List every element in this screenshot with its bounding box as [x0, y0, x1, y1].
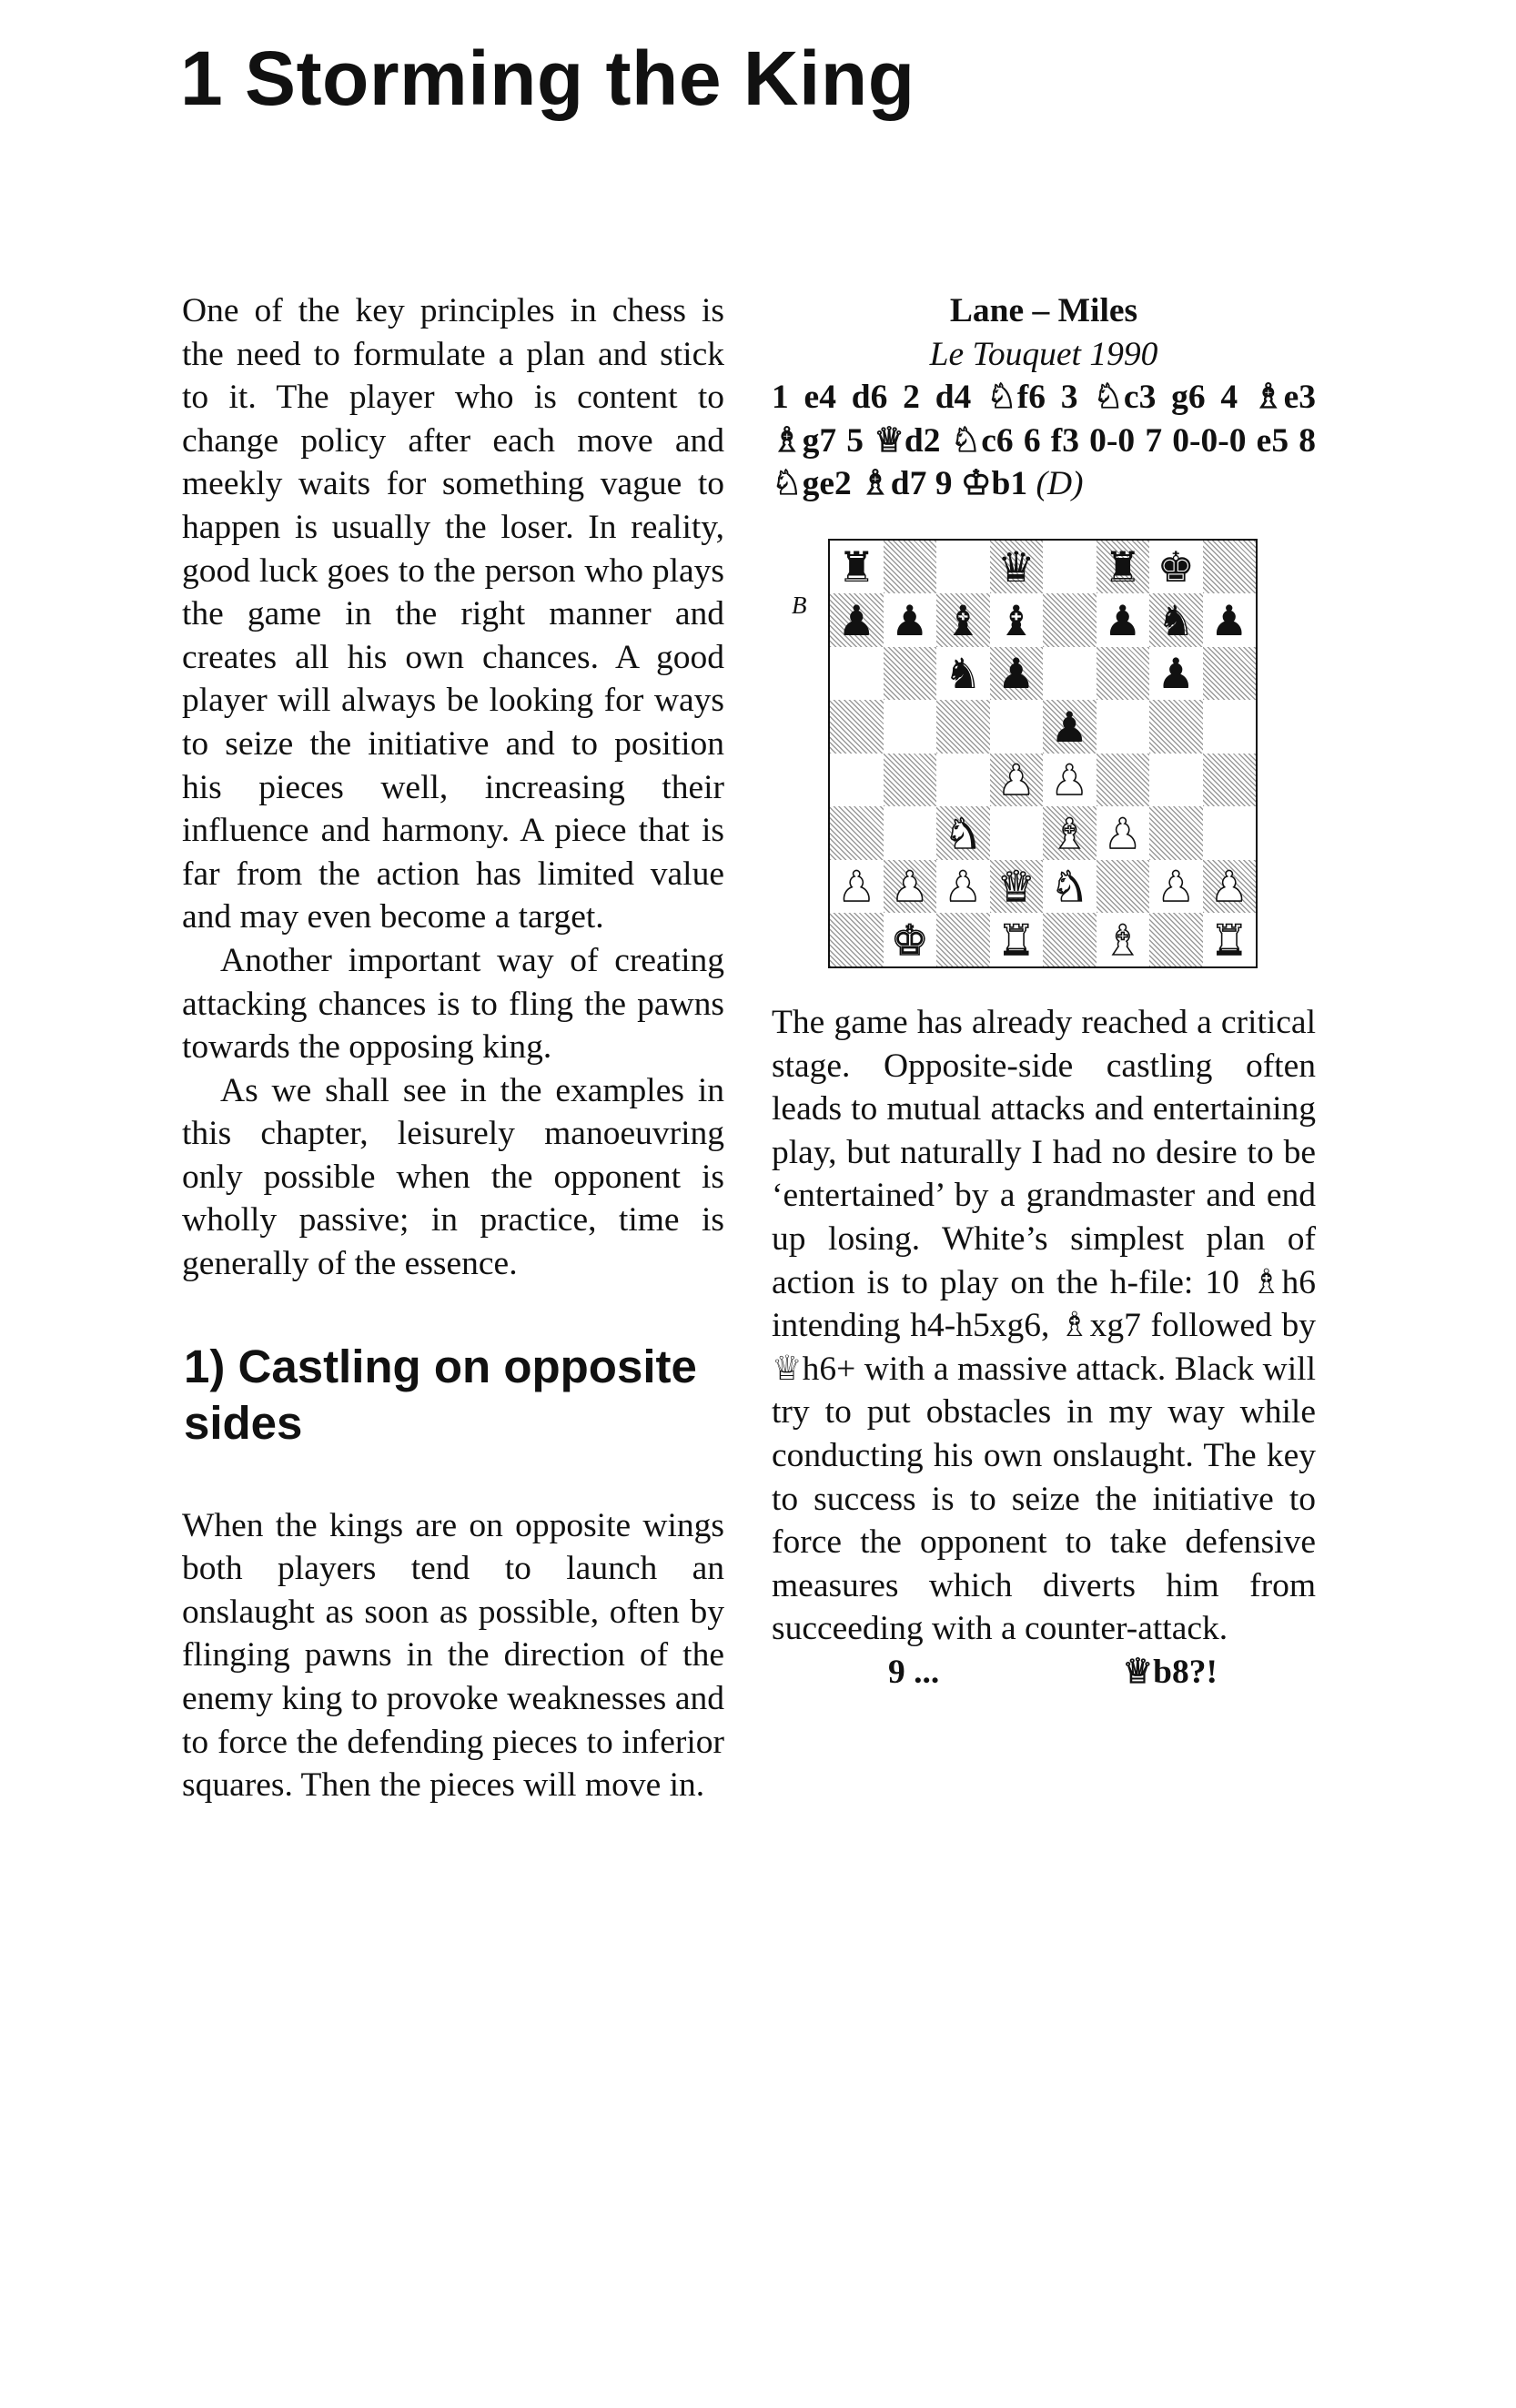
square-b7	[884, 593, 937, 647]
game-commentary: The game has already reached a critical stage. Opposite-side castling often leads to mutual attacks and entertaining play, but naturally I had no desire to be ‘entertained’ by a grandmaster and end up losing. White’s simplest plan of action is to play on the h-file: 10 ♗h6 intending h4-h5xg6, ♗xg7 followed by ♕h6+ with a massive attack. Black will try to put obstacles in my way while conducting his own onslaught. The key to success is to seize the initiative to force the opponent to take defensive measures which diverts him from succeeding with a counter-attack.	[772, 1003, 1316, 1648]
square-g6	[1149, 647, 1203, 701]
square-h3	[1203, 806, 1257, 860]
white-pawn-icon: ♟	[1157, 862, 1195, 912]
square-a8	[830, 541, 884, 594]
black-pawn-icon: ♟	[1104, 595, 1142, 645]
square-b5	[884, 700, 937, 754]
intro-paragraph-1: One of the key principles in chess is the need to formulate a plan and stick to it. The player who is content to change policy after each move and meekly waits for something vague to happen is usually the loser. In reality, good luck goes to the person who plays the game in the right manner and creates all his own chances. A good player will always be looking for ways to seize the initiative and to position his pieces well, increasing their influence and harmony. A piece that is far from the action has limited value and may even become a target.	[182, 292, 724, 936]
left-column	[182, 289, 724, 1807]
square-c6	[936, 647, 990, 701]
square-a2	[830, 860, 884, 914]
final-move-text: ♕b8?!	[1122, 1653, 1218, 1691]
black-bishop-icon: ♝	[997, 595, 1036, 645]
white-pawn-icon: ♟	[1104, 808, 1142, 858]
square-g3	[1149, 806, 1203, 860]
square-d2	[990, 860, 1044, 914]
game-moves	[772, 376, 1316, 506]
final-move	[772, 1651, 1316, 1695]
square-d6	[990, 647, 1044, 701]
section-title: 1) Castling on opposite sides	[184, 1340, 697, 1449]
white-bishop-icon: ♝	[1104, 915, 1142, 965]
square-c3	[936, 806, 990, 860]
square-d5	[990, 700, 1044, 754]
square-e2	[1043, 860, 1097, 914]
black-pawn-icon: ♟	[1050, 702, 1088, 752]
square-c7	[936, 593, 990, 647]
black-pawn-icon: ♟	[891, 595, 929, 645]
square-a5	[830, 700, 884, 754]
square-e4	[1043, 754, 1097, 807]
square-g1	[1149, 913, 1203, 966]
square-a3	[830, 806, 884, 860]
right-column	[772, 289, 1316, 1694]
white-knight-icon: ♞	[1050, 862, 1088, 912]
move-list: 1 e4 d6 2 d4 ♘f6 3 ♘c3 g6 4 ♗e3 ♗g7 5 ♕d2 ♘c6 6 f3 0-0 7 0-0-0 e5 8 ♘ge2 ♗d7 9 ♔b1	[772, 379, 1316, 503]
white-queen-icon: ♛	[997, 862, 1036, 912]
square-d1	[990, 913, 1044, 966]
white-pawn-icon: ♟	[891, 862, 929, 912]
square-b2	[884, 860, 937, 914]
square-c5	[936, 700, 990, 754]
chess-diagram	[772, 539, 1316, 968]
square-f8	[1097, 541, 1150, 594]
chess-board	[828, 539, 1258, 968]
square-f3	[1097, 806, 1150, 860]
black-rook-icon: ♜	[1104, 542, 1142, 592]
white-king-icon: ♚	[891, 915, 929, 965]
black-queen-icon: ♛	[997, 542, 1036, 592]
square-e8	[1043, 541, 1097, 594]
diagram-reference: (D)	[1036, 465, 1084, 503]
side-to-move: B	[792, 591, 807, 619]
intro-paragraph-3: As we shall see in the examples in this chapter, leisurely manoeuvring only possible when the opponent is wholly passive; in practice, time is generally of the essence.	[182, 1071, 724, 1283]
square-d8	[990, 541, 1044, 594]
square-b4	[884, 754, 937, 807]
square-g2	[1149, 860, 1203, 914]
square-e1	[1043, 913, 1097, 966]
square-h2	[1203, 860, 1257, 914]
white-bishop-icon: ♝	[1050, 808, 1088, 858]
square-a4	[830, 754, 884, 807]
square-h6	[1203, 647, 1257, 701]
chapter-title: 1 Storming the King	[180, 35, 915, 121]
game-event: Le Touquet 1990	[929, 335, 1158, 373]
black-pawn-icon: ♟	[837, 595, 875, 645]
square-f7	[1097, 593, 1150, 647]
square-d7	[990, 593, 1044, 647]
intro-paragraph-2: Another important way of creating attacking chances is to fling the pawns towards the opposing king.	[182, 941, 724, 1067]
square-f2	[1097, 860, 1150, 914]
square-d3	[990, 806, 1044, 860]
square-c4	[936, 754, 990, 807]
square-b8	[884, 541, 937, 594]
black-pawn-icon: ♟	[1157, 649, 1195, 699]
square-a7	[830, 593, 884, 647]
game-header	[772, 289, 1316, 376]
square-e3	[1043, 806, 1097, 860]
white-pawn-icon: ♟	[944, 862, 982, 912]
black-knight-icon: ♞	[1157, 595, 1195, 645]
black-bishop-icon: ♝	[944, 595, 982, 645]
square-c8	[936, 541, 990, 594]
white-pawn-icon: ♟	[1050, 755, 1088, 805]
white-pawn-icon: ♟	[837, 862, 875, 912]
black-pawn-icon: ♟	[997, 649, 1036, 699]
game-players: Lane – Miles	[949, 292, 1138, 329]
square-f6	[1097, 647, 1150, 701]
black-king-icon: ♚	[1157, 542, 1195, 592]
black-pawn-icon: ♟	[1210, 595, 1248, 645]
square-a1	[830, 913, 884, 966]
square-h5	[1203, 700, 1257, 754]
square-b1	[884, 913, 937, 966]
square-e5	[1043, 700, 1097, 754]
black-rook-icon: ♜	[837, 542, 875, 592]
square-g5	[1149, 700, 1203, 754]
square-g4	[1149, 754, 1203, 807]
square-f5	[1097, 700, 1150, 754]
square-h7	[1203, 593, 1257, 647]
square-d4	[990, 754, 1044, 807]
section-paragraph: When the kings are on opposite wings both players tend to launch an onslaught as soon as possible, often by flinging pawns in the direction of the enemy king to provoke weaknesses and to force the defending pieces to inferior squares. Then the pieces will move in.	[182, 1506, 724, 1805]
square-c2	[936, 860, 990, 914]
square-b3	[884, 806, 937, 860]
white-rook-icon: ♜	[1210, 915, 1248, 965]
square-e6	[1043, 647, 1097, 701]
white-knight-icon: ♞	[944, 808, 982, 858]
square-c1	[936, 913, 990, 966]
square-a6	[830, 647, 884, 701]
white-pawn-icon: ♟	[1210, 862, 1248, 912]
white-pawn-icon: ♟	[997, 755, 1036, 805]
white-rook-icon: ♜	[997, 915, 1036, 965]
final-move-number: 9 ...	[888, 1653, 940, 1691]
square-h8	[1203, 541, 1257, 594]
square-h4	[1203, 754, 1257, 807]
square-b6	[884, 647, 937, 701]
square-e7	[1043, 593, 1097, 647]
black-knight-icon: ♞	[944, 649, 982, 699]
square-g8	[1149, 541, 1203, 594]
square-h1	[1203, 913, 1257, 966]
square-f1	[1097, 913, 1150, 966]
square-g7	[1149, 593, 1203, 647]
square-f4	[1097, 754, 1150, 807]
